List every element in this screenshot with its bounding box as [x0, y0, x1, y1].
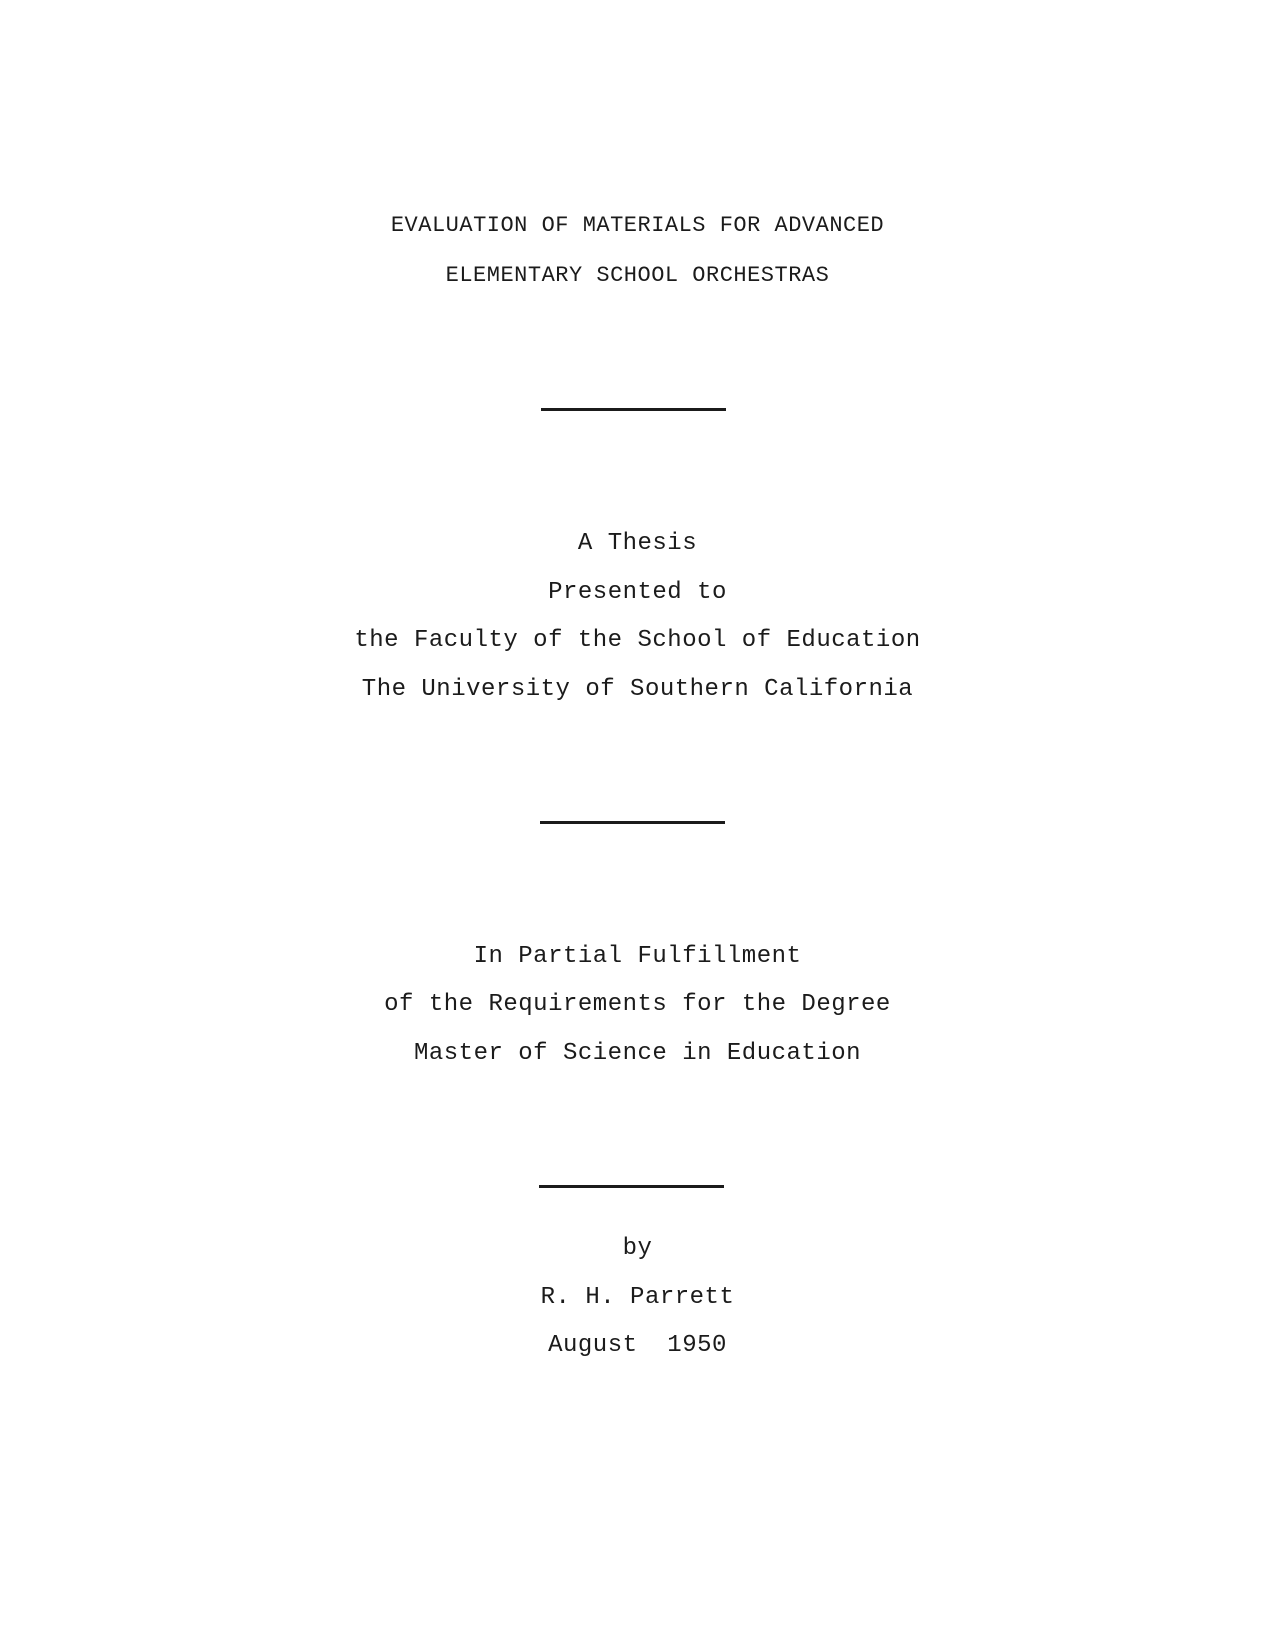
partial-fulfillment-text: In Partial Fulfillment — [473, 943, 802, 970]
degree-text: Master of Science in Education — [413, 1040, 862, 1067]
thesis-title-line-1: EVALUATION OF MATERIALS FOR ADVANCED — [390, 213, 885, 238]
university-text: The University of Southern California — [361, 676, 914, 703]
by-text: by — [622, 1235, 653, 1262]
thesis-title-line-2: ELEMENTARY SCHOOL ORCHESTRAS — [445, 263, 830, 288]
thesis-label: A Thesis — [577, 530, 698, 557]
author-name: R. H. Parrett — [540, 1284, 735, 1311]
requirements-text: of the Requirements for the Degree — [384, 991, 891, 1018]
presented-to-text: Presented to — [548, 579, 727, 606]
separator-rule-2 — [540, 821, 725, 824]
separator-rule-3 — [539, 1185, 724, 1188]
faculty-text: the Faculty of the School of Education — [354, 627, 921, 654]
thesis-date: August 1950 — [548, 1332, 727, 1359]
separator-rule-1 — [541, 408, 726, 411]
